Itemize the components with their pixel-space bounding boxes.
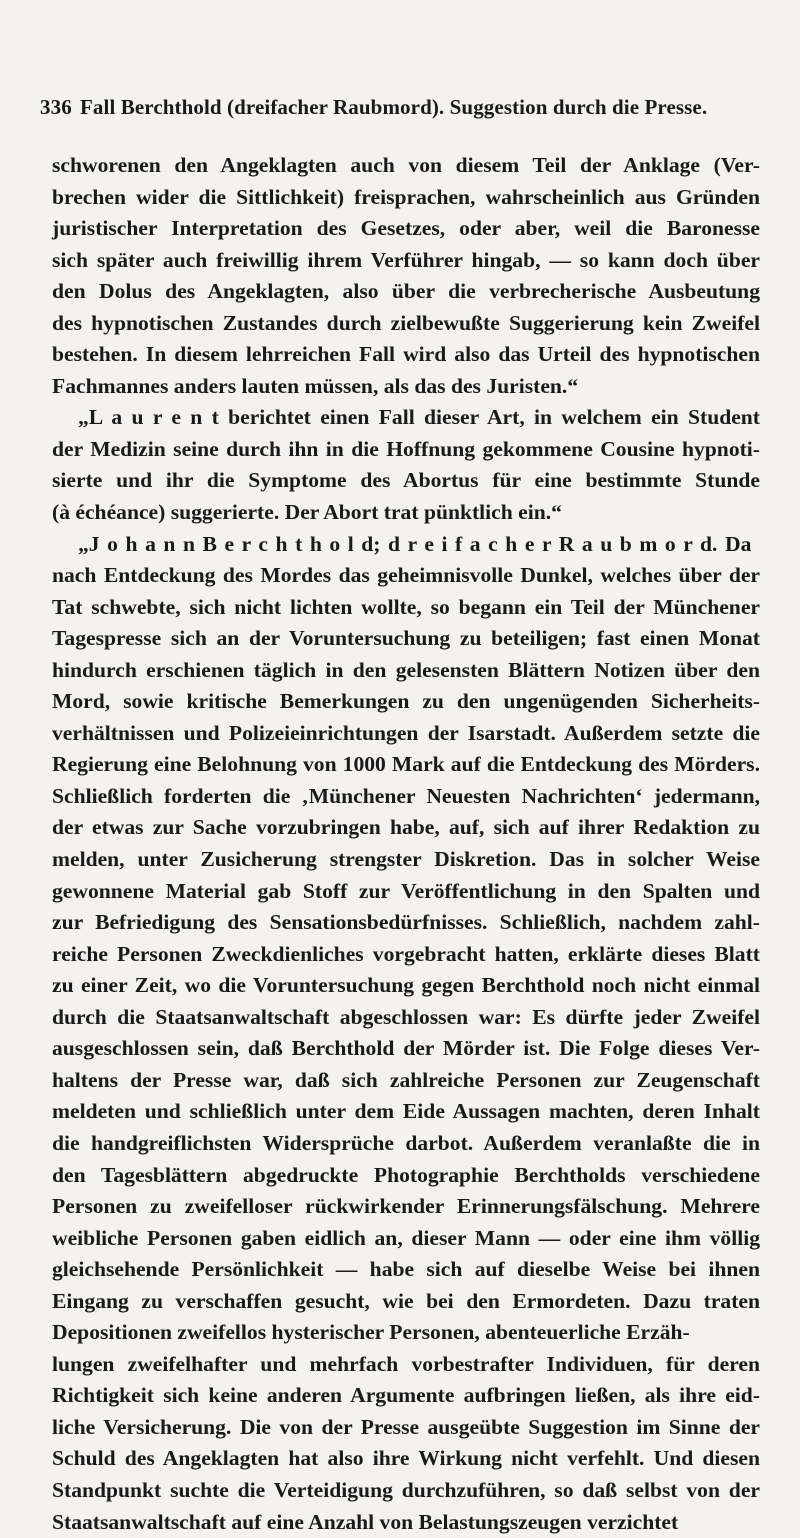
text-line: den Tagesblättern abgedruckte Photographie Berchtholds verschiedene [52,1162,760,1187]
page-number: 336 [40,95,72,119]
text-line: schworenen den Angeklagten auch von diesem Teil der Anklage (Ver- [52,153,760,177]
text-line: der Medizin seine durch ihn in die Hoffnung gekommene Cousine hypnoti- [52,436,760,461]
text-line: des hypnotischen Zustandes durch zielbewußte Suggerierung kein Zweifel [52,310,760,335]
text-line: Standpunkt suchte die Verteidigung durchzuführen, so daß selbst von der [52,1477,760,1502]
text-line: Schließlich forderten die ‚Münchener Neuesten Nachrichten‘ jedermann, [52,783,760,808]
text-line: Depositionen zweifellos hysterischer Personen, abenteuerliche Erzäh- [52,1320,690,1345]
text-line: Regierung eine Belohnung von 1000 Mark auf die Entdeckung des Mörders. [52,752,760,777]
text-line: durch die Staatsanwaltschaft abgeschlossen war: Es dürfte jeder Zweifel [52,1004,760,1029]
text-line: bestehen. In diesem lehrreichen Fall wird also das Urteil des hypnotischen [52,342,760,367]
text-line: Mord, sowie kritische Bemerkungen zu den ungenügenden Sicherheits- [52,689,760,714]
text-line: gleichsehende Persönlichkeit — habe sich auf dieselbe Weise bei ihnen [52,1257,760,1282]
text-line: ausgeschlossen sein, daß Berchthold der Mörder ist. Die Folge dieses Ver- [52,1036,760,1061]
text-line: brechen wider die Sittlichkeit) freisprachen, wahrscheinlich aus Gründen [52,184,760,209]
text-line: Staatsanwaltschaft auf eine Anzahl von Belastungszeugen verzichtet [52,1509,679,1534]
text-line: haltens der Presse war, daß sich zahlreiche Personen zur Zeugenschaft [52,1067,760,1092]
text-line: lungen zweifelhafter und mehrfach vorbestrafter Individuen, für deren [52,1351,760,1376]
text-line: Richtigkeit sich keine anderen Argumente aufbringen ließen, als ihre eid- [52,1383,760,1408]
text-line: zur Befriedigung des Sensationsbedürfnisses. Schließlich, nachdem zahl- [52,910,760,935]
text-line: Eingang zu verschaffen gesucht, wie bei den Ermordeten. Dazu traten [52,1288,760,1313]
text-line: sierte und ihr die Symptome des Abortus für eine bestimmte Stunde [52,468,760,493]
text-line: den Dolus des Angeklagten, also über die verbrecherische Ausbeutung [52,279,760,304]
text-line: „J o h a n n B e r c h t h o l d; d r e i f a c h e r R a u b m o r d. Da [78,531,752,556]
text-line: Tat schwebte, sich nicht lichten wollte, so begann ein Teil der Münchener [52,594,760,619]
text-line: verhältnissen und Polizeieinrichtungen der Isarstadt. Außerdem setzte die [52,720,760,745]
text-line: die handgreiflichsten Widersprüche darbot. Außerdem veranlaßte die in [52,1130,760,1155]
text-line: Tagespresse sich an der Voruntersuchung zu beteiligen; fast einen Monat [52,626,760,651]
text-line: melden, unter Zusicherung strengster Diskretion. Das in solcher Weise [52,847,760,872]
body-text [52,150,760,1538]
text-line: liche Versicherung. Die von der Presse ausgeübte Suggestion im Sinne der [52,1414,760,1439]
text-line: zu einer Zeit, wo die Voruntersuchung gegen Berchthold noch nicht einmal [52,973,760,998]
text-line: Personen zu zweifelloser rückwirkender Erinnerungsfälschung. Mehrere [52,1194,760,1219]
text-line: weibliche Personen gaben eidlich an, dieser Mann — oder eine ihm völlig [52,1225,760,1250]
text-line: (à échéance) suggerierte. Der Abort trat pünktlich ein.“ [52,500,562,525]
text-line: sich später auch freiwillig ihrem Verführer hingab, — so kann doch über [52,247,760,272]
text-line: „L a u r e n t berichtet einen Fall dieser Art, in welchem ein Student [78,405,760,430]
text-line: reiche Personen Zweckdienliches vorgebracht hatten, erklärte dieses Blatt [52,941,760,966]
text-line: meldeten und schließlich unter dem Eide Aussagen machten, deren Inhalt [52,1099,760,1124]
text-line: Fachmannes anders lauten müssen, als das des Juristen.“ [52,373,579,398]
running-head-title: Fall Berchthold (dreifacher Raubmord). Suggestion durch die Presse. [80,95,708,119]
text-line: hindurch erschienen täglich in den gelesensten Blättern Notizen über den [52,657,760,682]
text-line: juristischer Interpretation des Gesetzes, oder aber, weil die Baronesse [52,216,760,241]
text-line: Schuld des Angeklagten hat also ihre Wirkung nicht verfehlt. Und diesen [52,1446,760,1471]
text-line: nach Entdeckung des Mordes das geheimnisvolle Dunkel, welches über der [52,563,760,588]
text-line: gewonnene Material gab Stoff zur Veröffentlichung in den Spalten und [52,878,760,903]
text-line: der etwas zur Sache vorzubringen habe, auf, sich auf ihrer Redaktion zu [52,815,760,840]
